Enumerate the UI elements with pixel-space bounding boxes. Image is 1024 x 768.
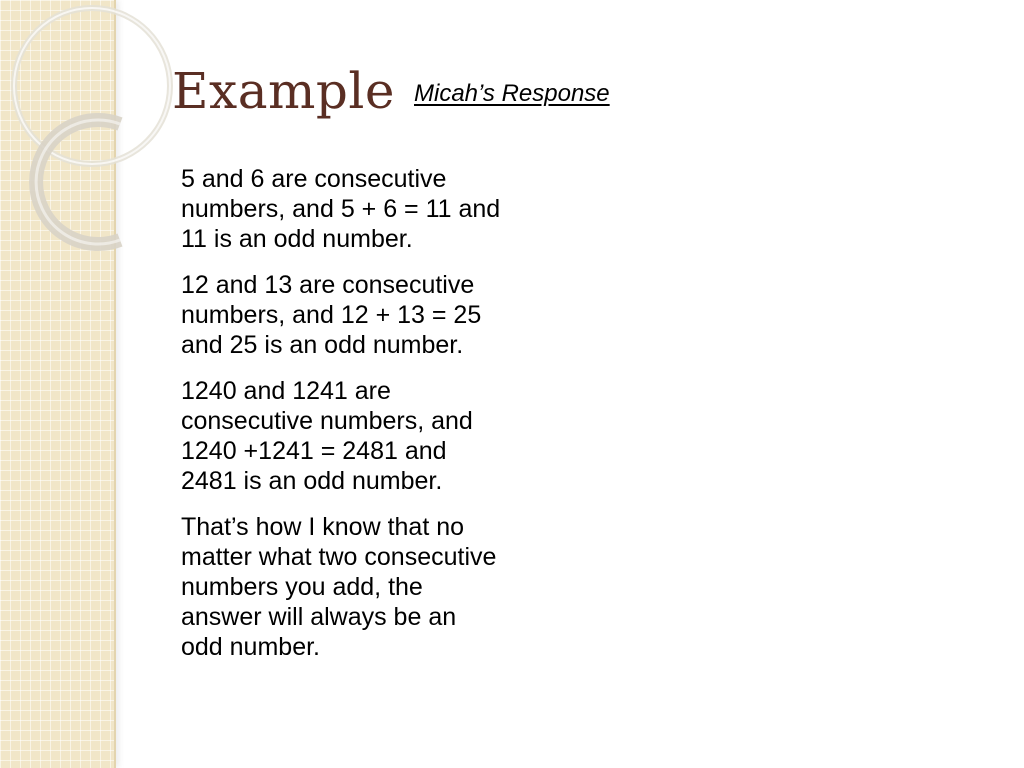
text-line: numbers you add, the bbox=[181, 573, 423, 601]
paragraph bbox=[181, 512, 591, 662]
text-line: numbers, and 12 + 13 = 25 bbox=[181, 301, 482, 329]
text-line: answer will always be an bbox=[181, 603, 457, 631]
paragraph bbox=[181, 376, 591, 496]
side-panel-pattern bbox=[0, 0, 116, 768]
slide-title: Example bbox=[172, 62, 396, 120]
slide-body bbox=[181, 164, 591, 678]
text-line: That’s how I know that no bbox=[181, 513, 465, 541]
text-line: numbers, and 5 + 6 = 11 and bbox=[181, 195, 501, 223]
paragraph bbox=[181, 270, 591, 360]
text-line: 12 and 13 are consecutive bbox=[181, 271, 475, 299]
text-line: matter what two consecutive bbox=[181, 543, 497, 571]
text-line: consecutive numbers, and bbox=[181, 407, 473, 435]
paragraph bbox=[181, 164, 591, 254]
text-line: 11 is an odd number. bbox=[181, 225, 413, 253]
slide-subtitle: Micah’s Response bbox=[414, 80, 610, 107]
text-line: 2481 is an odd number. bbox=[181, 467, 443, 495]
text-line: 1240 +1241 = 2481 and bbox=[181, 437, 447, 465]
text-line: odd number. bbox=[181, 633, 320, 661]
text-line: 1240 and 1241 are bbox=[181, 377, 391, 405]
text-line: and 25 is an odd number. bbox=[181, 331, 464, 359]
text-line: 5 and 6 are consecutive bbox=[181, 165, 447, 193]
